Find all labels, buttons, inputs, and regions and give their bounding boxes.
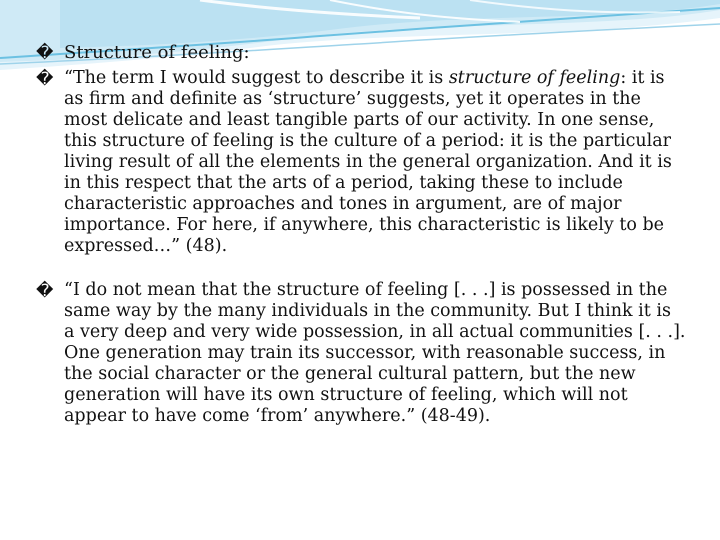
bullet-text: “I do not mean that the structure of feeling [. . .] is possessed in the same way by the many individuals in the community. But I think it is a very deep and very wide possession, in all actual communities [. . .]. One generation may train its successor, with reasonable success, in the social character or the general cultural pattern, but the new generation will have its own structure of feeling, which will not appear to have come ‘from’ anywhere.” (48-49).: [64, 280, 686, 426]
bullet-structure-of-feeling: [36, 42, 686, 63]
slide-content: [36, 42, 686, 427]
bullet-quote-48-49: [36, 280, 686, 427]
quote-text-before: “The term I would suggest to describe it is: [64, 68, 449, 88]
quote-text-after: : it is as firm and definite as ‘structure’ suggests, yet it operates in the most delicate and least tangible parts of our activity. In one sense, this structure of feeling is the culture of a period: it is the particular living result of all the elements in the general organization. And it is in this respect that the arts of a period, taking these to include characteristic approaches and tones in argument, are of major importance. For here, if anywhere, this characteristic is likely to be expressed…” (48).: [64, 68, 672, 256]
bullet-glyph-icon: �: [36, 281, 54, 301]
bullet-text: Structure of feeling:: [64, 42, 250, 63]
quote-emphasis: structure of feeling: [448, 68, 621, 88]
bullet-quote-48: [36, 68, 686, 257]
bullet-text: [64, 68, 672, 256]
bullet-glyph-icon: �: [36, 69, 54, 89]
bullet-glyph-icon: �: [36, 43, 54, 63]
